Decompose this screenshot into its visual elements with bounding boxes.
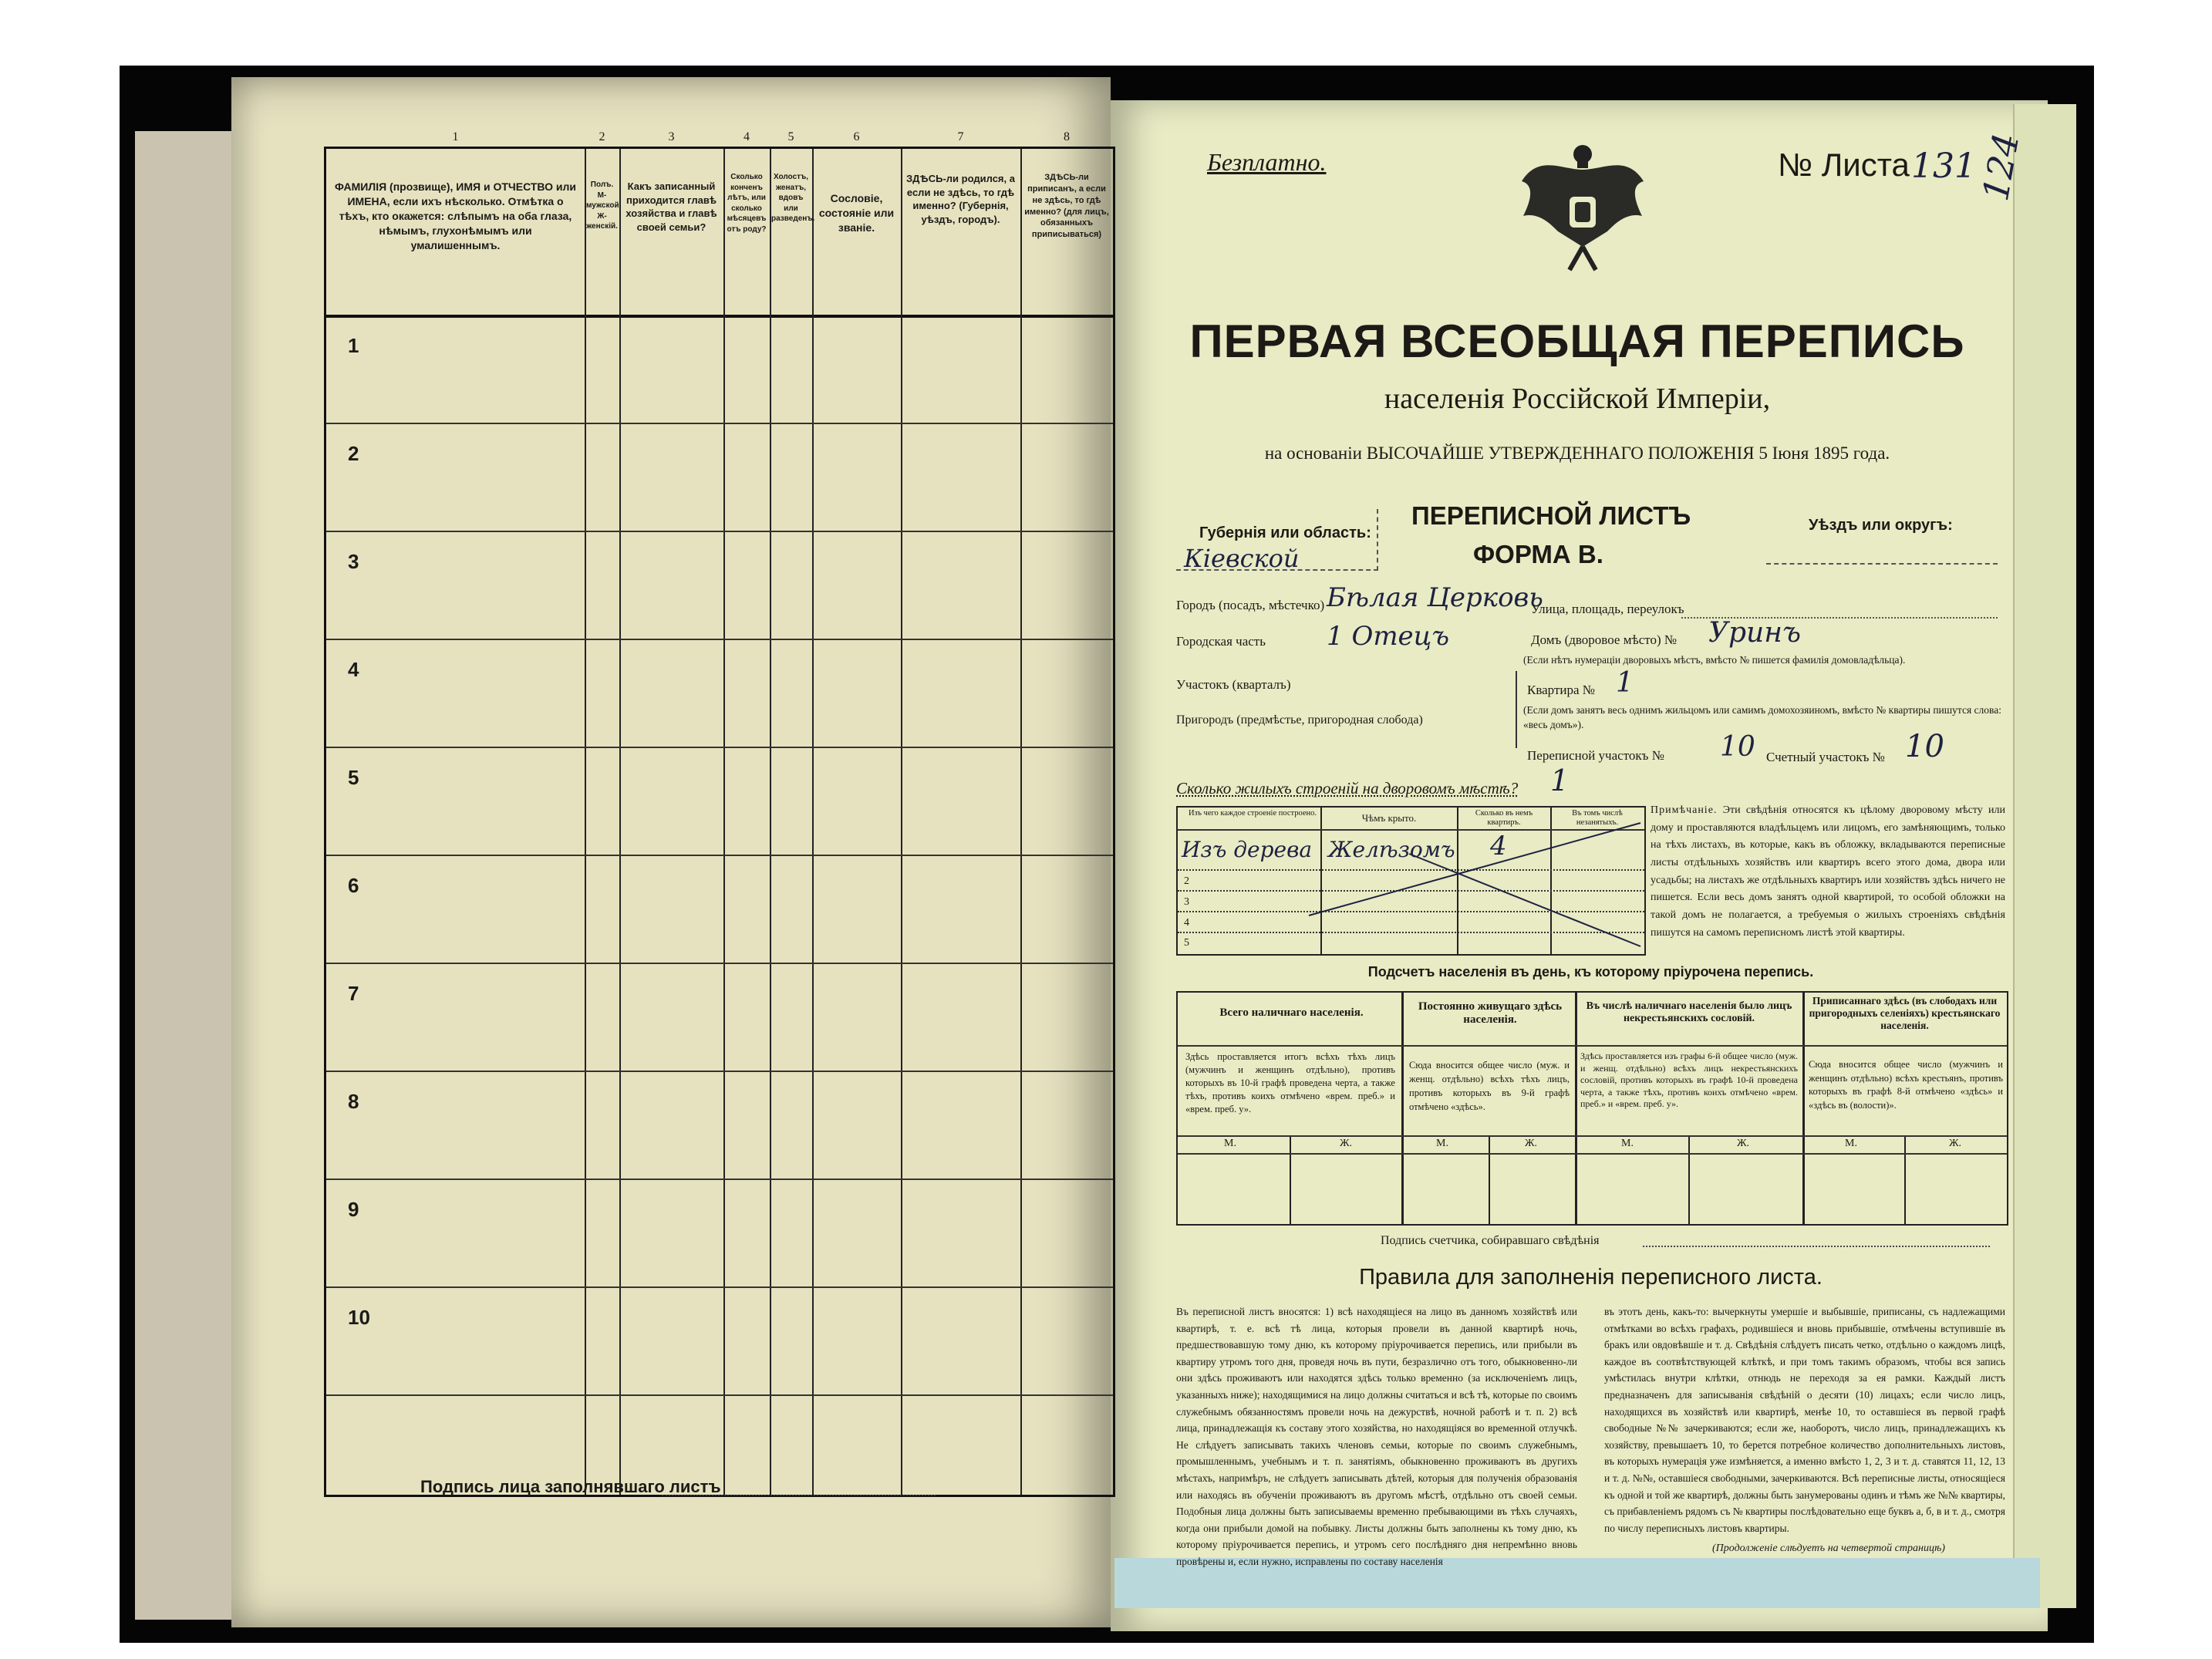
count-desc-resident: Сюда вносится общее число (муж. и женщ. отдѣльно) всѣхъ тѣхъ лицъ, противъ которыхъ въ 9-й графѣ отмѣчено «здѣсь».: [1409, 1060, 1570, 1113]
city-label: Городъ (посадъ, мѣстечко): [1176, 598, 1325, 612]
female-label: Ж.: [1525, 1138, 1538, 1149]
apartment-handwritten: 1: [1616, 667, 1634, 699]
column-number: 8: [1064, 130, 1070, 143]
row-number: 10: [348, 1306, 370, 1329]
counter-signature-label: Подпись счетчика, собиравшаго свѣдѣнія: [1381, 1234, 1600, 1247]
row-number: 6: [348, 874, 359, 897]
rules-column-left: Въ переписной листъ вносятся: 1) всѣ находящіеся на лицо въ данномъ хозяйствѣ или квартирѣ, т. е. всѣ тѣ лица, которыя провели въ данной квартирѣ ночь, предшествовавшую тому дню, къ которому пріурочивается перепись, или прибыли въ квартиру утромъ того дня, проведя ночь въ пути, безразлично отъ того, обыкновенно-ли они здѣсь проживаютъ или находятся здѣсь только временно (за исключеніемъ лицъ, указанныхъ ниже); находящимися на лицо должны считаться и всѣ тѣ, которые по своимъ служебнымъ обязанностямъ провели ночь на дежурствѣ, ночной работѣ и т. п. 2) всѣ лица, принадлежащія къ составу этого хозяйства, но находящіяся во временной отлучкѣ. Не слѣдуетъ записывать такихъ членовъ семьи, которые по своимъ служебнымъ, промышленнымъ, учебнымъ и т. п. занятіямъ, обыкновенно проживаютъ въ другихъ мѣстахъ, напримѣръ, не слѣдуетъ записывать дѣтей, которыя для полученія образованія или находясь въ обученіи проживаютъ въ другомъ мѣстѣ, отдѣльно отъ своей семьи. Подобныя лица должны быть записываемы временно пребывающими въ тѣхъ случаяхъ, когда они прибыли домой на побывку. Листы должны быть заполнены къ тому дню, къ которому пріурочивается перепись, и утромъ сего послѣдняго дня непремѣнно вновь провѣрены и, если нужно, исправлены по составу населенія: [1176, 1306, 1577, 1567]
census-district-label: Переписной участокъ №: [1527, 748, 1664, 763]
building-material-header: Изъ чего каждое строеніе построено.: [1188, 809, 1317, 818]
city-part-handwritten: 1 Отецъ: [1327, 621, 1450, 652]
count-header-nonpeasant: Въ числѣ наличнаго населенія было лицъ некрестьянскихъ сословій.: [1586, 1000, 1792, 1024]
row-number: 9: [348, 1198, 359, 1221]
male-label: М.: [1224, 1138, 1236, 1149]
column-header-registration: ЗДѢСЬ-ли приписанъ, а если не здѣсь, то гдѣ именно? (для лицъ, обязанныхъ приписываться): [1024, 173, 1109, 240]
count-header-peasant: Приписаннаго здѣсь (въ слободахъ или пригородныхъ селеніяхъ) крестьянскаго населенія.: [1809, 995, 2001, 1032]
city-part-label: Городская часть: [1176, 634, 1266, 649]
female-label: Ж.: [1737, 1138, 1750, 1149]
column-number: 6: [853, 130, 860, 143]
count-table: [1176, 991, 2008, 1226]
uchastok-label: Участокъ (кварталъ): [1176, 677, 1291, 692]
count-desc-nonpeasant: Здѣсь проставляется изъ графы 6-й общее число (муж. и женщ. отдѣльно) всѣхъ лицъ некрестьянскихъ сословій, противъ которыхъ въ графѣ 10-й проведена черта, а также тѣхъ, противъ коихъ отмѣчено «врем. преб.» и «врем. преб. у».: [1580, 1050, 1798, 1110]
column-header-relation: Какъ записанный приходится главѣ хозяйства и главѣ своей семьи?: [625, 180, 717, 233]
strike-through-lines: [1178, 808, 1644, 954]
form-title: ПЕРЕПИСНОЙ ЛИСТЪ: [1411, 501, 1691, 530]
census-title: ПЕРВАЯ ВСЕОБЩАЯ ПЕРЕПИСЬ: [1189, 315, 1965, 367]
count-desc-peasant: Сюда вносится общее число (мужчинъ и женщинъ отдѣльно) всѣхъ крестьянъ, противъ которыхъ въ графѣ 8-й отмѣчено «здѣсь» и «здѣсь въ (волости)».: [1809, 1059, 2003, 1111]
census-district-handwritten: 10: [1720, 731, 1755, 763]
row-number: 4: [348, 658, 359, 681]
building-roof-header: Чѣмъ крыто.: [1361, 812, 1417, 824]
male-label: М.: [1436, 1138, 1448, 1149]
female-label: Ж.: [1340, 1138, 1353, 1149]
buildings-note: Примѣчаніе. Эти свѣдѣнія относятся къ цѣлому дворовому мѣсту или дому и проставляются владѣльцемъ или лицомъ, его замѣняющимъ, только на тѣхъ листахъ, въ которые, какъ въ обложку, вкладываются переписные листы отдѣльныхъ хозяйствъ или квартиръ всего этого дома, двора или усадьбы; на листахъ же отдѣльныхъ квартиръ или хозяйствъ здѣсь ничего не пишется. Если весь домъ занятъ одной квартирой, то особой обложки на такой домъ не полагается, а требуемыя о жилыхъ строеніяхъ свѣдѣнія пишутся на самомъ переписномъ листѣ этой квартиры.: [1651, 804, 2006, 939]
suburb-label: Пригородъ (предмѣстье, пригородная слобода): [1176, 713, 1423, 727]
column-header-sex: Полъ. М-мужской. Ж-женскій.: [586, 180, 622, 231]
female-label: Ж.: [1949, 1138, 1962, 1149]
sheet-number-handwritten: 131: [1911, 147, 1976, 186]
column-number: 4: [744, 130, 750, 143]
building-material-handwritten: Изъ дерева: [1182, 837, 1313, 862]
building-row-number: 5: [1184, 937, 1189, 949]
count-desc-present: Здѣсь проставляется итогъ всѣхъ тѣхъ лицъ (мужчинъ и женщинъ отдѣльно), противъ которыхъ въ 10-й графѣ проведена черта, а также тѣхъ, противъ коихъ отмѣчено «врем. преб.» и «врем. преб. у».: [1185, 1051, 1395, 1114]
row-number: 1: [348, 334, 359, 357]
margin-number-handwritten: 124: [1974, 130, 2028, 204]
city-handwritten: Бѣлая Церковь: [1327, 582, 1543, 613]
row-number: 8: [348, 1090, 359, 1113]
male-label: М.: [1845, 1138, 1857, 1149]
column-number: 1: [452, 130, 459, 143]
street-label: Улица, площадь, переулокъ: [1531, 602, 1684, 616]
house-label: Домъ (дворовое мѣсто) №: [1531, 632, 1678, 647]
building-row-number: 2: [1184, 875, 1189, 887]
house-note: (Если нѣтъ нумераціи дворовыхъ мѣстъ, вмѣсто № пишется фамилія домовладѣльца).: [1523, 654, 1906, 666]
rules-continuation: (Продолженіе слѣдуетъ на четвертой страницѣ): [1712, 1543, 1945, 1554]
counting-district-handwritten: 10: [1905, 729, 1944, 764]
column-header-name: ФАМИЛІЯ (прозвище), ИМЯ и ОТЧЕСТВО или ИМЕНА, если ихъ нѣсколько. Отмѣтка о тѣхъ, кто окажется: слѣпымъ на оба глаза, нѣмымъ, глухонѣмымъ или умалишеннымъ.: [334, 180, 577, 251]
row-number: 3: [348, 550, 359, 573]
uezd-label: Уѣздъ или округъ:: [1809, 517, 1953, 534]
buildings-label: Сколько жилыхъ строеній на дворовомъ мѣстѣ?: [1176, 779, 1519, 797]
gubernia-label: Губернія или область:: [1199, 524, 1371, 541]
next-page-edge: [2013, 104, 2076, 1608]
census-basis: на основаніи ВЫСОЧАЙШЕ УТВЕРЖДЕННАГО ПОЛОЖЕНІЯ 5 Іюня 1895 года.: [1264, 443, 1890, 463]
column-number: 2: [599, 130, 605, 143]
column-number: 5: [787, 130, 794, 143]
sheet-number-label: № Листа: [1778, 147, 1910, 183]
count-title: Подсчетъ населенія въ день, къ которому пріурочена перепись.: [1367, 964, 1814, 980]
gubernia-handwritten: Кіевской: [1184, 544, 1300, 573]
count-header-resident: Постоянно живущаго здѣсь населенія.: [1418, 1000, 1563, 1026]
building-apartments-handwritten: 4: [1490, 831, 1507, 862]
column-number: 7: [957, 130, 964, 143]
column-header-estate: Сословіе, состояніе или званіе.: [818, 192, 895, 234]
male-label: М.: [1621, 1138, 1634, 1149]
building-vacant-header: Въ томъ числѣ незанятыхъ.: [1572, 809, 1623, 828]
double-headed-eagle-emblem: [1516, 139, 1651, 278]
signature-line: [662, 1495, 936, 1496]
apartment-note: (Если домъ занятъ весь однимъ жильцомъ или самимъ домохозяиномъ, вмѣсто № квартиры пишутся слова: «весь домъ»).: [1523, 704, 2001, 730]
row-number: 7: [348, 982, 359, 1005]
column-header-age: Сколько конченъ лѣтъ, или сколько мѣсяцевъ отъ роду?: [727, 173, 767, 234]
signature-label: Подпись лица заполнявшаго листъ: [420, 1477, 721, 1496]
buildings-handwritten: 1: [1550, 764, 1570, 797]
apartment-label: Квартира №: [1527, 683, 1596, 697]
column-header-birthplace: ЗДѢСЬ-ли родился, а если не здѣсь, то гдѣ именно? (Губернія, уѣздъ, городъ).: [906, 173, 1015, 225]
building-table: [1176, 806, 1646, 956]
rules-column-right: въ этотъ день, какъ-то: вычеркнуты умершіе и выбывшіе, приписаны, съ надлежащими отмѣтками во всѣхъ графахъ, родившіеся и вновь прибывшіе, отмѣчены вступившіе въ бракъ или овдовѣвшіе и т. д. Свѣдѣнія слѣдуетъ писать четко, отдѣльно о каждомъ лицѣ, каждое въ соотвѣтствующей клѣткѣ, и при томъ такимъ образомъ, чтобы вся запись умѣстилась внутри клѣтки, отнюдь не переходя за ея рамки. Каждый листъ предназначенъ для записыванія свѣдѣній о десяти (10) лицахъ; если число лицъ, находящихся въ хозяйствѣ или квартирѣ, менѣе 10, то оставшіеся въ первой графѣ свободные №№ зачеркиваются; если же, наоборотъ, число лицъ, принадлежащихъ къ хозяйству, превышаетъ 10, то берется потребное количество дополнительныхъ листовъ, въ которыхъ нумерація уже измѣняется, а именно вмѣсто 1, 2, 3 и т. д. ставятся 11, 12, 13 и т. д. №№, оставшіеся свободными, зачеркиваются. Всѣ переписные листы, относящіеся къ одной и той же квартирѣ, должны быть занумерованы одинъ и тѣмъ же №№ квартиры, съ прибавленіемъ рядомъ съ № квартиры послѣдовательно еще буквъ а, б, в и т. д., смотря по числу переписныхъ листовъ квартиры.: [1604, 1306, 2005, 1534]
counting-district-label: Счетный участокъ №: [1766, 750, 1885, 764]
building-row-number: 4: [1184, 917, 1189, 929]
census-subtitle: населенія Россійской Имперіи,: [1384, 383, 1771, 415]
building-roof-handwritten: Желѣзомъ: [1328, 837, 1455, 862]
building-apartments-header: Сколько въ немъ квартиръ.: [1475, 809, 1533, 828]
free-label: Безплатно.: [1207, 148, 1327, 176]
rules-title: Правила для заполненія переписного листа.: [1359, 1265, 1823, 1290]
row-number: 5: [348, 766, 359, 789]
column-header-marital: Холостъ, женатъ, вдовъ или разведенъ.: [771, 173, 815, 223]
form-subtitle: ФОРМА В.: [1473, 540, 1603, 568]
row-number: 2: [348, 442, 359, 465]
count-header-present: Всего наличнаго населенія.: [1219, 1007, 1364, 1019]
person-table: [324, 130, 1115, 1497]
house-handwritten: Уринъ: [1708, 617, 1801, 649]
building-row-number: 3: [1184, 896, 1189, 908]
column-number: 3: [668, 130, 675, 143]
